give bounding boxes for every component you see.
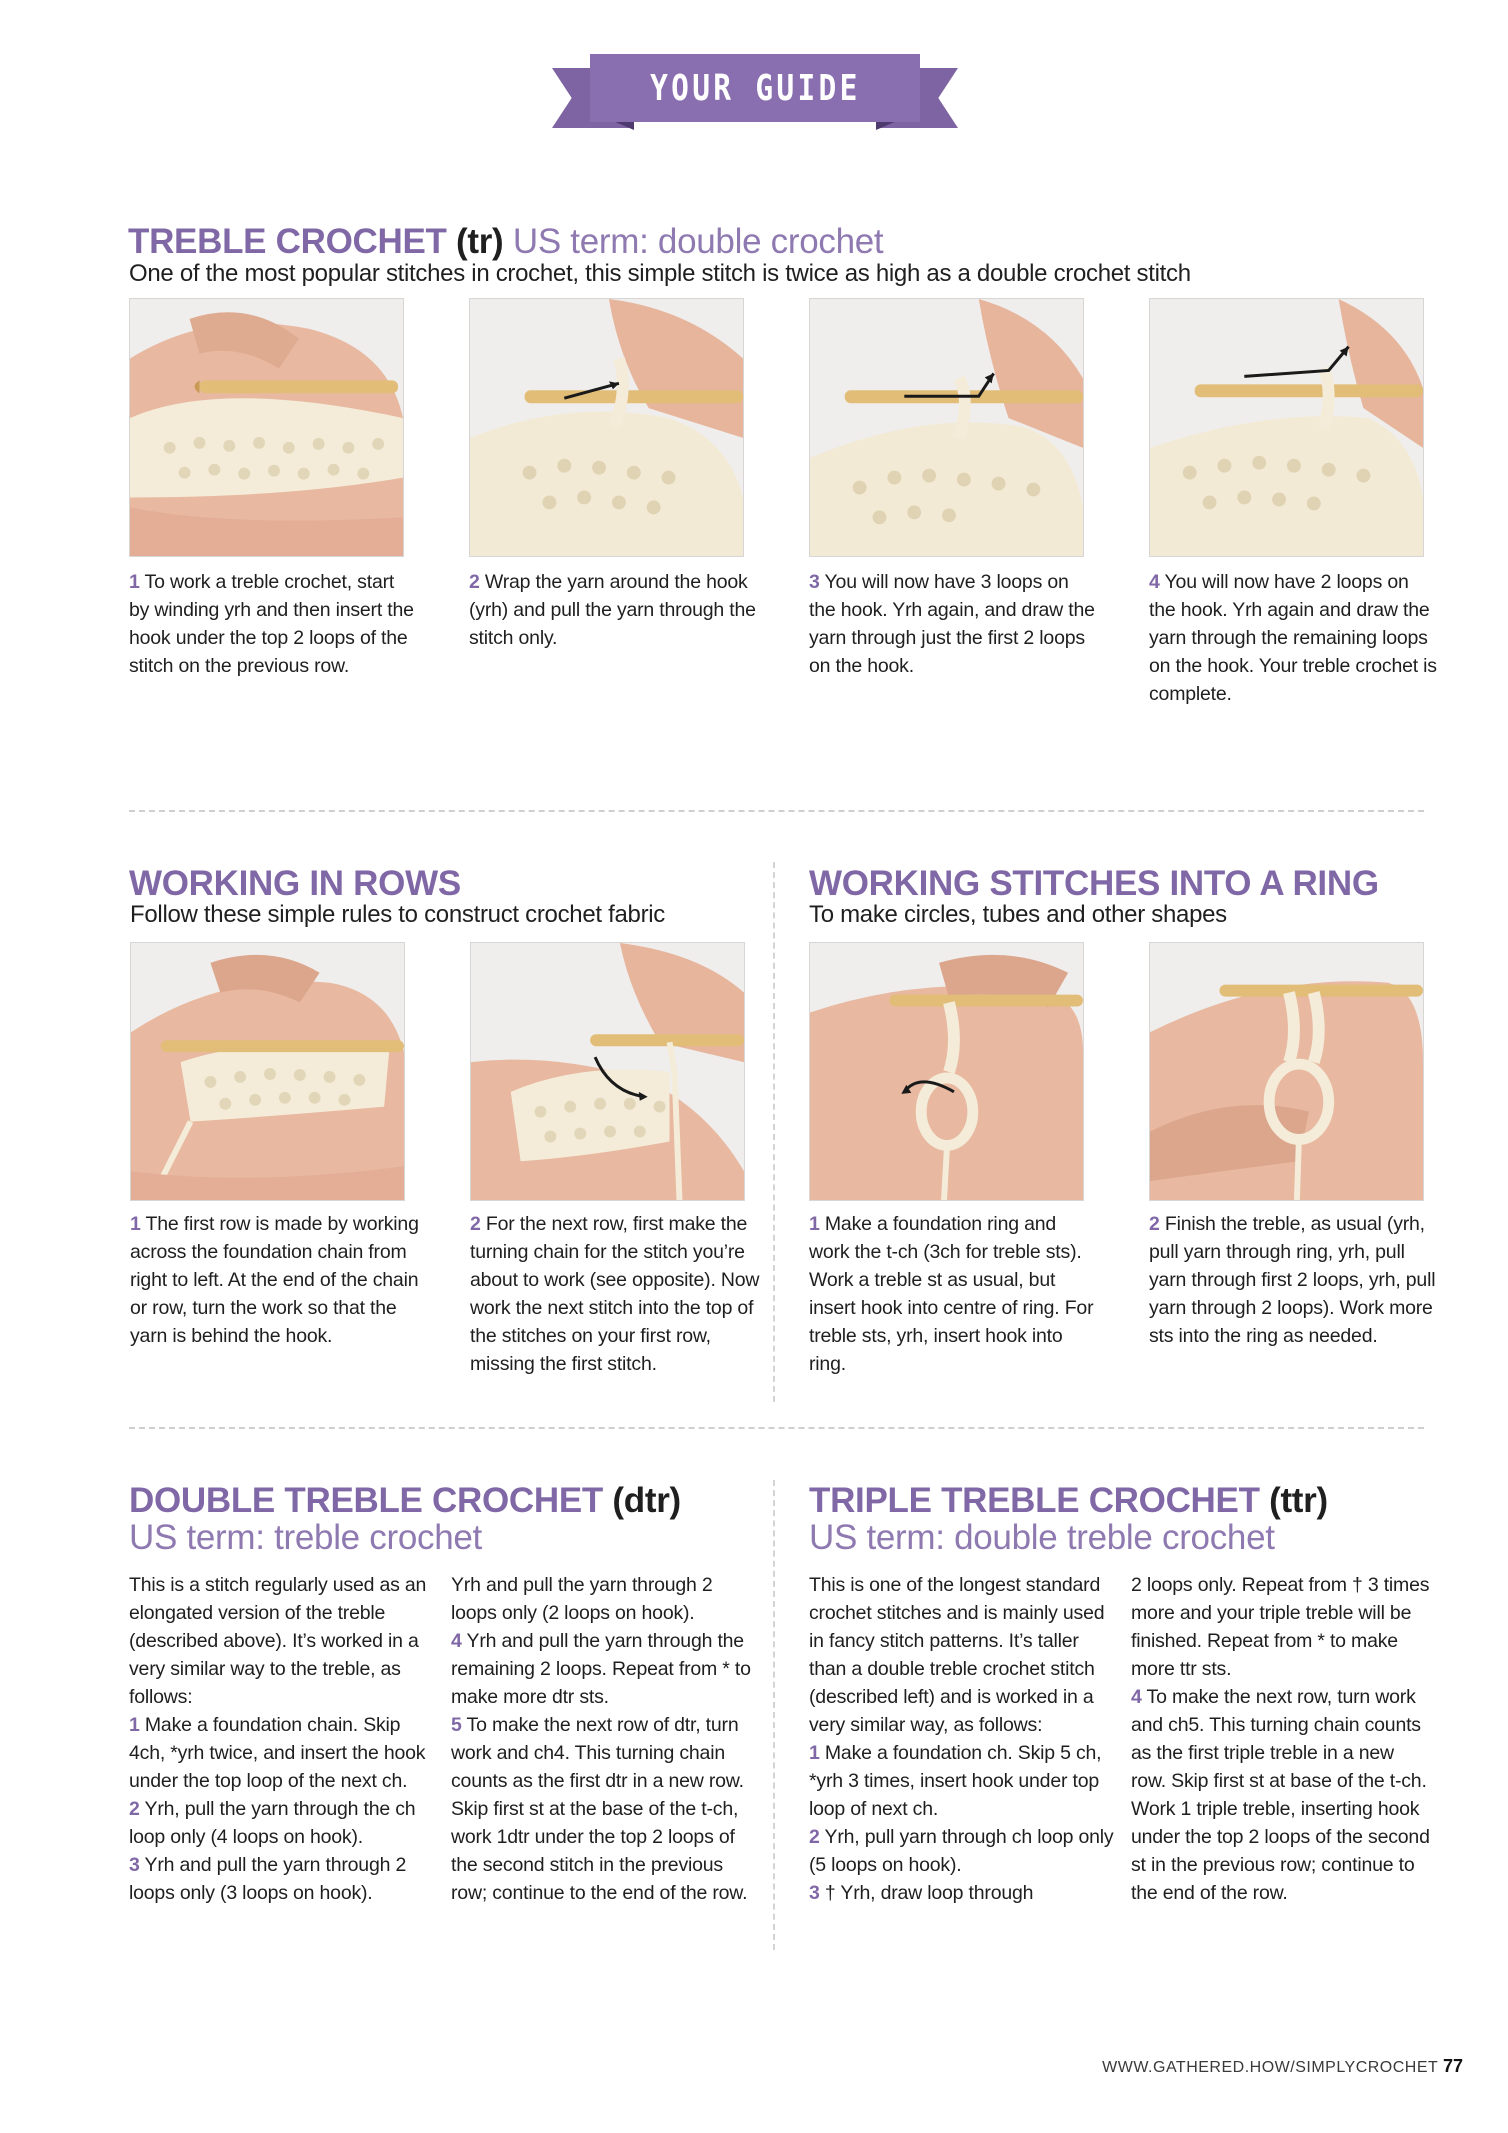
- page-number: 77: [1442, 2056, 1463, 2076]
- dtr-step-5-number: 5: [451, 1714, 462, 1736]
- ring-step-1-text: Make a foundation ring and work the t-ch (3ch for treble sts). Work a treble st as usual, but insert hook into centre of ring. For treble sts, yrh, insert hook into ring.: [809, 1213, 1094, 1375]
- ring-title: WORKING STITCHES INTO A RING: [809, 864, 1379, 903]
- treble-step-1-text: To work a treble crochet, start by winding yrh and then insert the hook under the top 2 loops of the stitch on the previous row.: [129, 571, 414, 677]
- ttr-step-3-continued: [1131, 1571, 1431, 1683]
- dtr-title: [129, 1481, 681, 1521]
- rows-step-2-number: 2: [470, 1213, 481, 1235]
- treble-step-3-number: 3: [809, 571, 820, 593]
- ttr-intro-text: This is one of the longest standard crochet stitches and is mainly used in fancy stitch patterns. It’s taller than a double treble crochet stitch (described left) and is worked in a very similar way, as follows:: [809, 1574, 1105, 1736]
- rows-step-2-text: For the next row, first make the turning chain for the stitch you’re about to work (see opposite). Now work the next stitch into the top of the stitches on your first row, missing the first stitch.: [470, 1213, 760, 1375]
- ring-step-1-caption: [809, 1210, 1099, 1378]
- footer-url[interactable]: WWW.GATHERED.HOW/SIMPLYCROCHET: [1102, 2059, 1439, 2076]
- ttr-us-term: US term: double treble crochet: [809, 1518, 1275, 1557]
- treble-us-term: US term: double crochet: [512, 222, 884, 261]
- section-divider-2: [129, 1427, 1424, 1429]
- ttr-step-4-text: To make the next row, turn work and ch5. This turning chain counts as the first triple treble in a new row. Skip first st at base of the t-ch. Work 1 triple treble, inserting hook under the top 2 loops of the second st in the previous row; continue to the end of the row.: [1131, 1686, 1430, 1904]
- treble-step-4-caption: [1149, 568, 1439, 708]
- ring-step-2-number: 2: [1149, 1213, 1160, 1235]
- rows-step-1-number: 1: [130, 1213, 141, 1235]
- dtr-us-term: US term: treble crochet: [129, 1518, 482, 1557]
- ttr-step-1-number: 1: [809, 1742, 820, 1764]
- ttr-column-1: [809, 1571, 1117, 1907]
- ttr-title: [809, 1481, 1328, 1521]
- treble-step-3-photo: [809, 298, 1084, 557]
- ttr-column-2: [1131, 1571, 1431, 1907]
- ttr-step-2-text: Yrh, pull yarn through ch loop only (5 loops on hook).: [809, 1826, 1114, 1876]
- dtr-step-4-number: 4: [451, 1630, 462, 1652]
- dtr-step-2-text: Yrh, pull the yarn through the ch loop only (4 loops on hook).: [129, 1798, 416, 1848]
- treble-title: [128, 222, 883, 262]
- dtr-step-3-number: 3: [129, 1854, 140, 1876]
- dtr-step-2: [129, 1795, 429, 1851]
- dtr-step-5-text: To make the next row of dtr, turn work and ch4. This turning chain counts as the first dtr in a new row. Skip first st at the base of the t-ch, work 1dtr under the top 2 loops of the second stitch in the previous row; continue to the end of the row.: [451, 1714, 748, 1904]
- ttr-step-4-number: 4: [1131, 1686, 1142, 1708]
- dtr-step-2-number: 2: [129, 1798, 140, 1820]
- dtr-step-5: [451, 1711, 753, 1907]
- ttr-step-3-continued-text: 2 loops only. Repeat from † 3 times more and your triple treble will be finished. Repeat from * to make more ttr sts.: [1131, 1574, 1430, 1680]
- treble-title-text: TREBLE CROCHET: [128, 222, 447, 261]
- ring-subtitle: To make circles, tubes and other shapes: [809, 901, 1227, 928]
- rows-step-1-text: The first row is made by working across the foundation chain from right to left. At the end of the chain or row, turn the work so that the yarn is behind the hook.: [130, 1213, 419, 1347]
- dtr-step-3-text: Yrh and pull the yarn through 2 loops only (3 loops on hook).: [129, 1854, 407, 1904]
- ttr-step-3-text: † Yrh, draw loop through: [824, 1882, 1034, 1904]
- dtr-step-4-text: Yrh and pull the yarn through the remaining 2 loops. Repeat from * to make more dtr sts.: [451, 1630, 751, 1708]
- treble-abbr: (tr): [456, 222, 504, 261]
- ring-step-2-text: Finish the treble, as usual (yrh, pull yarn through ring, yrh, pull yarn through first 2 loops, yrh, pull yarn through 2 loops). Work more sts into the ring as needed.: [1149, 1213, 1436, 1347]
- ttr-step-2-number: 2: [809, 1826, 820, 1848]
- dtr-intro: [129, 1571, 429, 1711]
- rows-step-2-photo: [470, 942, 745, 1201]
- treble-subtitle: One of the most popular stitches in crochet, this simple stitch is twice as high as a double crochet stitch: [129, 260, 1191, 287]
- dtr-step-1: [129, 1711, 429, 1795]
- dtr-step-3-continued: [451, 1571, 753, 1627]
- your-guide-banner: [552, 54, 958, 138]
- banner-ribbon: [590, 54, 920, 122]
- treble-step-4-number: 4: [1149, 571, 1160, 593]
- rows-step-1-caption: [130, 1210, 420, 1350]
- rows-title: WORKING IN ROWS: [129, 864, 461, 903]
- ttr-intro: [809, 1571, 1117, 1739]
- treble-step-4-text: You will now have 2 loops on the hook. Yrh again and draw the yarn through the remaining loops on the hook. Your treble crochet is complete.: [1149, 571, 1437, 705]
- ring-step-1-photo: [809, 942, 1084, 1201]
- ttr-step-1: [809, 1739, 1117, 1823]
- dtr-title-text: DOUBLE TREBLE CROCHET: [129, 1481, 603, 1520]
- treble-step-2-text: Wrap the yarn around the hook (yrh) and pull the yarn through the stitch only.: [469, 571, 756, 649]
- treble-step-1-photo: [129, 298, 404, 557]
- ttr-step-3: [809, 1879, 1117, 1907]
- treble-step-1-caption: [129, 568, 419, 680]
- treble-step-2-photo: [469, 298, 744, 557]
- dtr-step-4: [451, 1627, 753, 1711]
- ring-step-1-number: 1: [809, 1213, 820, 1235]
- treble-step-2-caption: [469, 568, 759, 652]
- treble-step-3-text: You will now have 3 loops on the hook. Yrh again, and draw the yarn through just the first 2 loops on the hook.: [809, 571, 1095, 677]
- treble-step-2-number: 2: [469, 571, 480, 593]
- banner-label: YOUR GUIDE: [649, 67, 861, 109]
- rows-step-2-caption: [470, 1210, 760, 1378]
- vertical-divider-2: [773, 1480, 775, 1950]
- page-footer: [1102, 2056, 1463, 2077]
- ring-step-2-caption: [1149, 1210, 1439, 1350]
- section-divider-1: [129, 810, 1424, 812]
- dtr-step-3: [129, 1851, 429, 1907]
- ttr-step-4: [1131, 1683, 1431, 1907]
- ring-step-2-photo: [1149, 942, 1424, 1201]
- vertical-divider-1: [773, 862, 775, 1402]
- dtr-step-1-number: 1: [129, 1714, 140, 1736]
- dtr-abbr: (dtr): [612, 1481, 681, 1520]
- dtr-step-3-continued-text: Yrh and pull the yarn through 2 loops only (2 loops on hook).: [451, 1574, 713, 1624]
- ttr-step-3-number: 3: [809, 1882, 820, 1904]
- treble-step-4-photo: [1149, 298, 1424, 557]
- rows-step-1-photo: [130, 942, 405, 1201]
- dtr-column-1: [129, 1571, 429, 1907]
- dtr-step-1-text: Make a foundation chain. Skip 4ch, *yrh twice, and insert the hook under the top loop of the next ch.: [129, 1714, 426, 1792]
- dtr-column-2: [451, 1571, 753, 1907]
- treble-step-3-caption: [809, 568, 1099, 680]
- ttr-step-1-text: Make a foundation ch. Skip 5 ch, *yrh 3 times, insert hook under top loop of next ch.: [809, 1742, 1102, 1820]
- treble-step-1-number: 1: [129, 571, 140, 593]
- ttr-abbr: (ttr): [1269, 1481, 1328, 1520]
- rows-subtitle: Follow these simple rules to construct crochet fabric: [130, 901, 665, 928]
- dtr-intro-text: This is a stitch regularly used as an elongated version of the treble (described above). It’s worked in a very similar way to the treble, as follows:: [129, 1574, 427, 1708]
- ttr-step-2: [809, 1823, 1117, 1879]
- ttr-title-text: TRIPLE TREBLE CROCHET: [809, 1481, 1260, 1520]
